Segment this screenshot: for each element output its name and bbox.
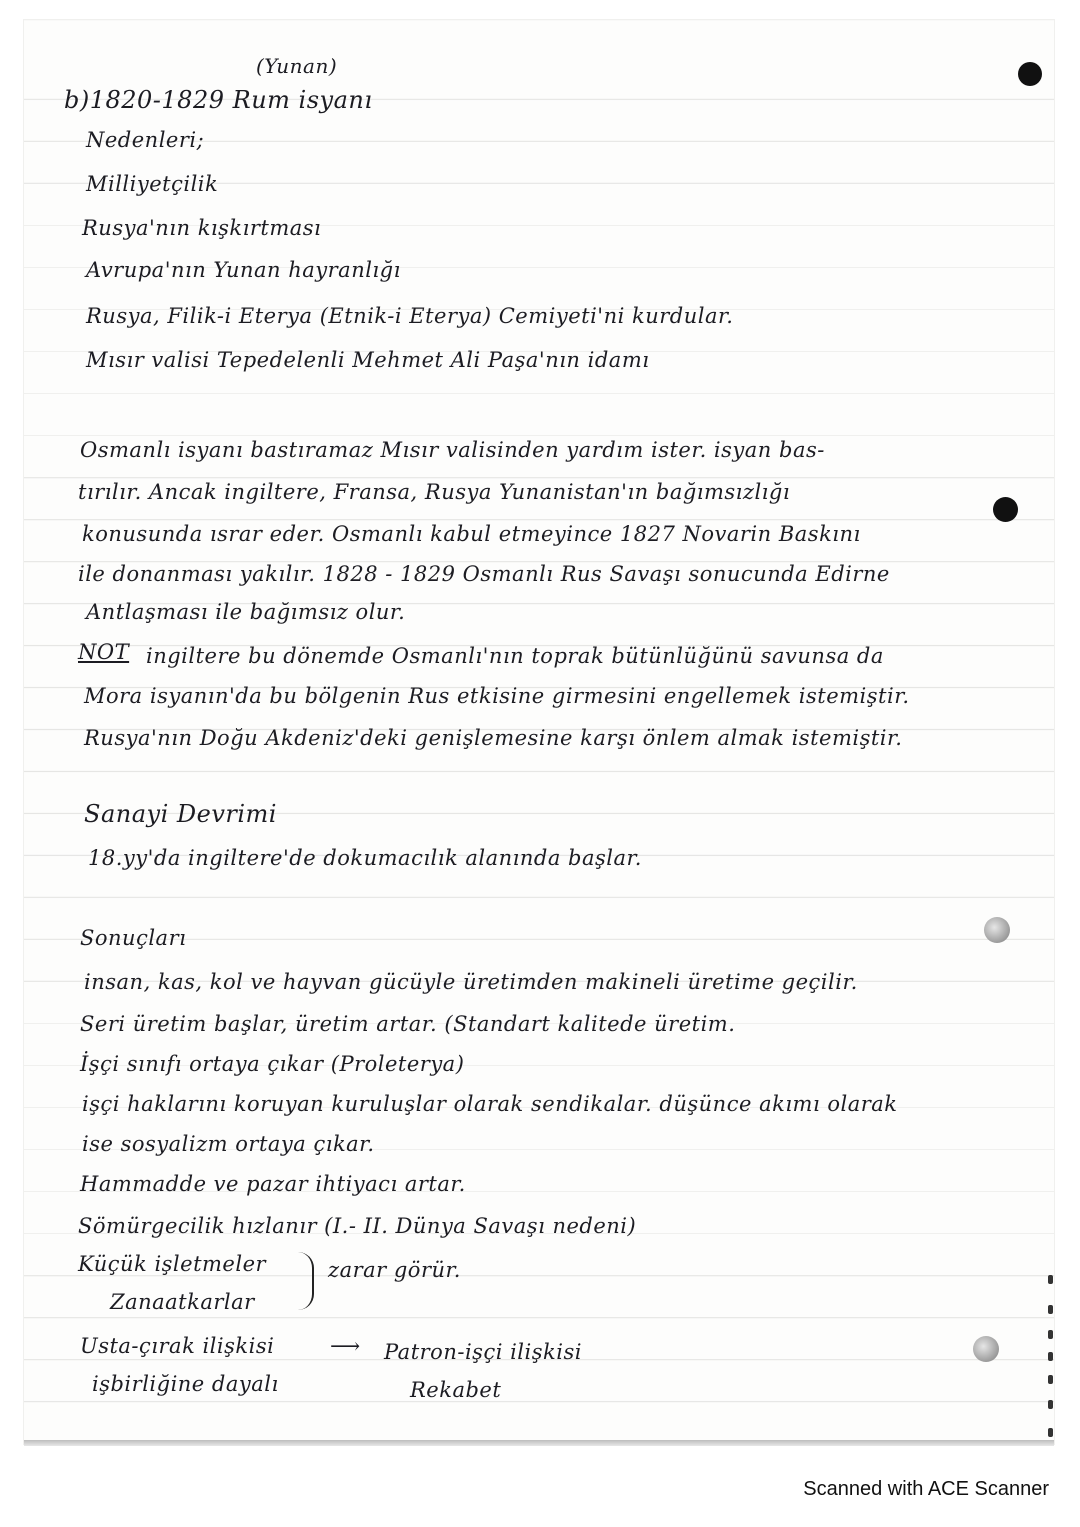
reasons-label: Nedenleri; [86, 128, 205, 152]
heading-yunan: (Yunan) [256, 54, 338, 78]
relation-to: Patron-işçi ilişkisi [384, 1340, 582, 1364]
brace-icon [298, 1252, 314, 1310]
note-label: NOT [78, 640, 130, 664]
reason-item: Avrupa'nın Yunan hayranlığı [86, 258, 401, 282]
basis-from: işbirliğine dayalı [92, 1372, 279, 1396]
result-line: ise sosyalizm ortaya çıkar. [82, 1132, 375, 1156]
scanner-watermark: Scanned with ACE Scanner [803, 1478, 1049, 1500]
results-label: Sonuçları [80, 926, 187, 950]
note-line: Mora isyanın'da bu bölgenin Rus etkisine girmesini engellemek istemiştir. [84, 684, 910, 708]
spiral-mark [1048, 1305, 1053, 1314]
paragraph-line: ile donanması yakılır. 1828 - 1829 Osmanlı Rus Savaşı sonucunda Edirne [78, 562, 890, 586]
industrial-line: 18.yy'da ingiltere'de dokumacılık alanında başlar. [88, 846, 642, 870]
result-line: İşçi sınıfı ortaya çıkar (Proleterya) [80, 1052, 465, 1076]
reason-item: Rusya, Filik-i Eterya (Etnik-i Eterya) Cemiyeti'ni kurdular. [86, 304, 734, 328]
paragraph-line: tırılır. Ancak ingiltere, Fransa, Rusya Yunanistan'ın bağımsızlığı [78, 480, 791, 504]
brace-item: Zanaatkarlar [110, 1290, 255, 1314]
industrial-title: Sanayi Devrimi [84, 800, 277, 828]
paragraph-line: Osmanlı isyanı bastıramaz Mısır valisinden yardım ister. isyan bas- [80, 438, 825, 462]
binder-hole-icon [993, 497, 1018, 522]
heading-title: b)1820-1829 Rum isyanı [64, 86, 373, 114]
result-line: işçi haklarını koruyan kuruluşlar olarak sendikalar. düşünce akımı olarak [82, 1092, 898, 1116]
result-line: Hammadde ve pazar ihtiyacı artar. [80, 1172, 466, 1196]
brace-item: Küçük işletmeler [78, 1252, 267, 1276]
note-line: Rusya'nın Doğu Akdeniz'deki genişlemesine karşı önlem almak istemiştir. [84, 726, 903, 750]
paragraph-line: konusunda ısrar eder. Osmanlı kabul etmeyince 1827 Novarin Baskını [82, 522, 861, 546]
basis-to: Rekabet [410, 1378, 502, 1402]
spiral-mark [1048, 1428, 1053, 1437]
reason-item: Rusya'nın kışkırtması [82, 216, 322, 240]
brace-result: zarar görür. [328, 1258, 461, 1282]
reason-item: Milliyetçilik [86, 172, 219, 196]
spiral-mark [1048, 1330, 1053, 1339]
result-line: Sömürgecilik hızlanır (I.- II. Dünya Savaşı nedeni) [78, 1214, 637, 1238]
page-edge [24, 1440, 1054, 1446]
binder-hole-icon [1018, 62, 1042, 86]
spiral-mark [1048, 1400, 1053, 1409]
result-line: Seri üretim başlar, üretim artar. (Standart kalitede üretim. [80, 1012, 736, 1036]
reason-item: Mısır valisi Tepedelenli Mehmet Ali Paşa'nın idamı [86, 348, 650, 372]
binder-hole-icon [973, 1336, 999, 1362]
spiral-mark [1048, 1275, 1053, 1284]
spiral-mark [1048, 1375, 1053, 1384]
relation-from: Usta-çırak ilişkisi [80, 1334, 275, 1358]
paragraph-line: Antlaşması ile bağımsız olur. [86, 600, 406, 624]
arrow-icon: ⟶ [330, 1334, 361, 1358]
spiral-mark [1048, 1352, 1053, 1361]
result-line: insan, kas, kol ve hayvan gücüyle üretimden makineli üretime geçilir. [84, 970, 858, 994]
binder-hole-icon [984, 917, 1010, 943]
note-line: ingiltere bu dönemde Osmanlı'nın toprak bütünlüğünü savunsa da [146, 644, 884, 668]
